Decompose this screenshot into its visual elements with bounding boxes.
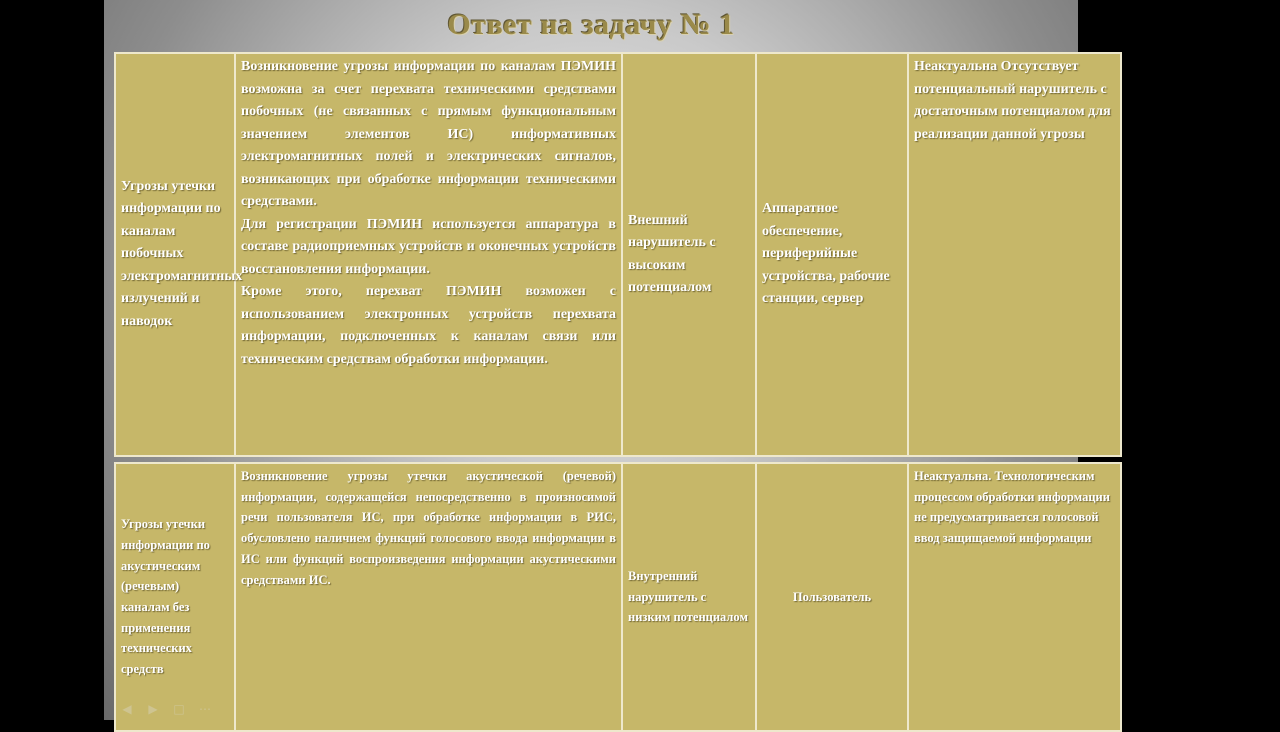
threat-table-2 — [114, 462, 1122, 732]
table-row — [115, 53, 1121, 456]
violator-cell: Внешний нарушитель с высоким потенциалом — [622, 53, 756, 456]
presentation-slide — [104, 0, 1111, 720]
slide-title: Ответ на задачу № 1 — [447, 8, 735, 41]
arrow-right-icon[interactable]: ▶ — [148, 702, 158, 716]
description-paragraph: Кроме этого, перехват ПЭМИН возможен с использованием электронных устройств перехвата информации, подключенных к каналам связи или техническим средствам обработки информации. — [241, 284, 616, 367]
relevance-cell: Неактуальна Отсутствует потенциальный нарушитель с достаточным потенциалом для реализации данной угрозы — [908, 53, 1121, 456]
slide-navigation — [118, 702, 214, 718]
description-paragraph: Возникновение угрозы информации по каналам ПЭМИН возможна за счет перехвата техническими средствами побочных (не связанных с прямым функциональным значением элементов ИС) информативных электромагнитных полей и электрических сигналов, возникающих при обработке информации техническими средствами. — [241, 59, 616, 209]
description-paragraph: Для регистрации ПЭМИН используется аппаратура в составе радиоприемных устройств и оконечных устройств восстановления информации. — [241, 216, 616, 277]
object-cell: Аппаратное обеспечение, периферийные устройства, рабочие станции, сервер — [756, 53, 908, 456]
threat-description-cell: Возникновение угрозы утечки акустической (речевой) информации, содержащейся непосредственно в произносимой речи пользователя ИС, при обработке информации в РИС, обусловлено наличием функций голосового ввода информации в ИС или функций воспроизведения информации акустическими средствами ИС. — [235, 463, 622, 731]
document-icon[interactable]: □ — [173, 702, 185, 716]
threat-name-cell: Угрозы утечки информации по акустическим (речевым) каналам без применения техничеcких средств — [115, 463, 235, 731]
threat-name-cell: Угрозы утечки информации по каналам побочных электромагнитных излучений и наводок — [115, 53, 235, 456]
violator-cell: Внутренний нарушитель с низким потенциалом — [622, 463, 756, 731]
more-icon[interactable]: ⋯ — [199, 702, 211, 716]
relevance-cell: Неактуальна. Технологическим процессом обработки информации не предусматривается голосовой ввод защищаемой информации — [908, 463, 1121, 731]
threat-table-1 — [114, 52, 1122, 457]
object-cell: Пользователь — [756, 463, 908, 731]
arrow-left-icon[interactable]: ◀ — [122, 702, 132, 716]
table-row — [115, 463, 1121, 731]
threat-description-cell — [235, 53, 622, 456]
